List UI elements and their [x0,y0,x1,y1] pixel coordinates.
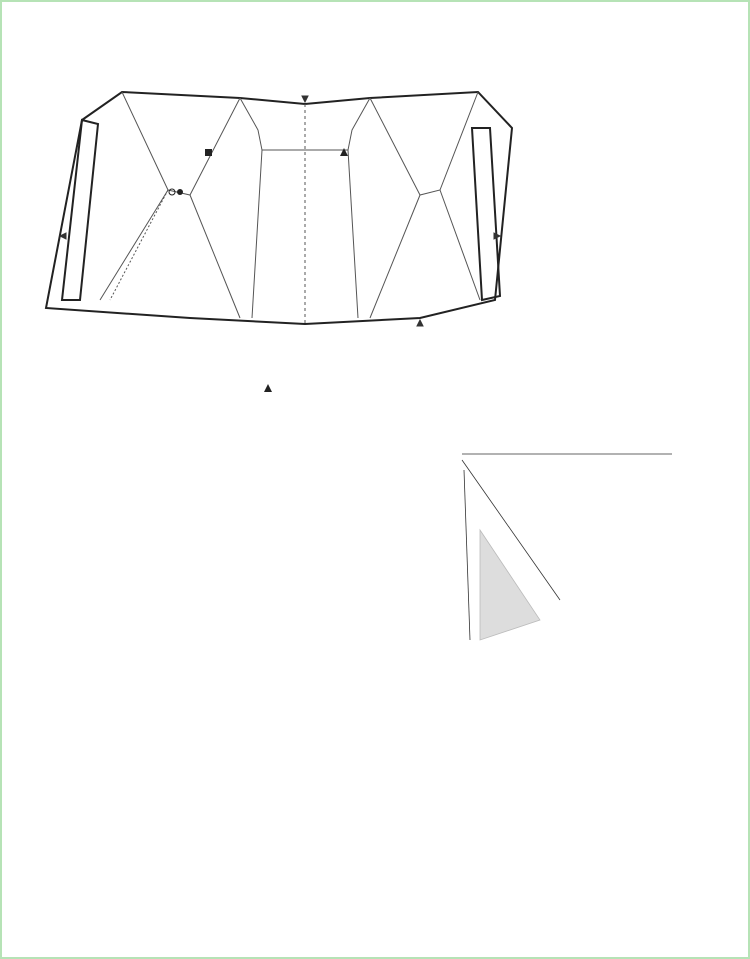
marker-open [169,189,175,195]
sleeve-cap-chart [264,384,272,392]
yoke-arrows [60,96,500,326]
right-front-band [472,128,500,300]
marker-triangle [340,148,348,156]
left-front-band [62,120,98,300]
marker-square [205,149,212,156]
yoke-inner-lines [100,92,480,324]
neckline-pickup-chart [462,454,672,640]
yoke-markers [169,148,348,195]
marker-dot [177,189,183,195]
